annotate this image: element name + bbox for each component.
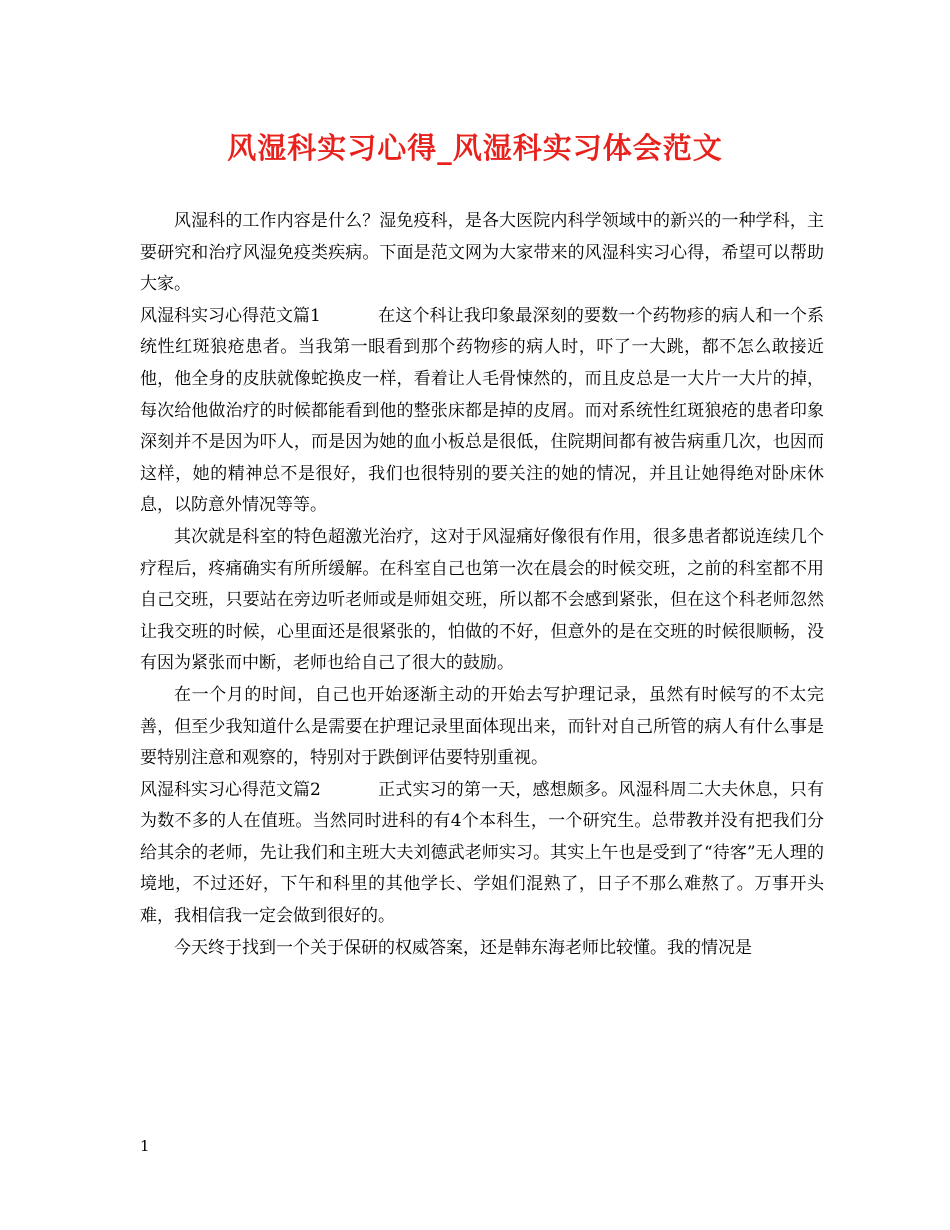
section-2-text: 正式实习的第一天，感想颇多。风湿科周二大夫休息，只有为数不多的人在值班。当然同时进科的有4个本科生，一个研究生。总带教并没有把我们分给其余的老师，先让我们和主班大夫刘德武老师实习。其实上午也是受到了“待客”无人理的境地，不过还好，下午和科里的其他学长、学姐们混熟了，日子不那么难熬了。万事开头难，我相信我一定会做到很好的。 (140, 779, 824, 927)
section-2-paragraph (140, 775, 824, 933)
document-title: 风湿科实习心得_风湿科实习体会范文 (227, 131, 723, 165)
postgraduate-paragraph: 今天终于找到一个关于保研的权威答案，还是韩东海老师比较懂。我的情况是 (174, 937, 752, 958)
section-1-heading: 风湿科实习心得范文篇1 (140, 305, 321, 326)
section-1-text: 在这个科让我印象最深刻的要数一个药物疹的病人和一个系统性红斑狼疮患者。当我第一眼看到那个药物疹的病人时，吓了一大跳，都不怎么敢接近他，他全身的皮肤就像蛇换皮一样，看着让人毛骨悚然的，而且皮总是一大片一大片的掉，每次给他做治疗的时候都能看到他的整张床都是掉的皮屑。而对系统性红斑狼疮的患者印象深刻并不是因为吓人，而是因为她的血小板总是很低，住院期间都有被告病重几次，也因而这样，她的精神总不是很好，我们也很特别的要关注的她的情况，并且让她得绝对卧床休息，以防意外情况等等。 (140, 305, 824, 516)
laser-therapy-paragraph: 其次就是科室的特色超激光治疗，这对于风湿痛好像很有作用，很多患者都说连续几个疗程后，疼痛确实有所所缓解。在科室自己也第一次在晨会的时候交班，之前的科室都不用自己交班，只要站在旁边听老师或是师姐交班，所以都不会感到紧张，但在这个科老师忽然让我交班的时候，心里面还是很紧张的，怕做的不好，但意外的是在交班的时候很顺畅，没有因为紧张而中断，老师也给自己了很大的鼓励。 (140, 526, 824, 674)
page-number: 1 (140, 1137, 150, 1155)
document-body (140, 206, 824, 964)
intro-paragraph: 风湿科的工作内容是什么？湿免疫科，是各大医院内科学领域中的新兴的一种学科，主要研究和治疗风湿免疫类疾病。下面是范文网为大家带来的风湿科实习心得，希望可以帮助大家。 (140, 211, 824, 295)
section-1-paragraph (140, 301, 824, 522)
nursing-record-paragraph: 在一个月的时间，自己也开始逐渐主动的开始去写护理记录，虽然有时候写的不太完善，但至少我知道什么是需要在护理记录里面体现出来，而针对自己所管的病人有什么事是要特别注意和观察的，特别对于跌倒评估要特别重视。 (140, 684, 824, 769)
section-2-heading: 风湿科实习心得范文篇2 (140, 779, 321, 800)
